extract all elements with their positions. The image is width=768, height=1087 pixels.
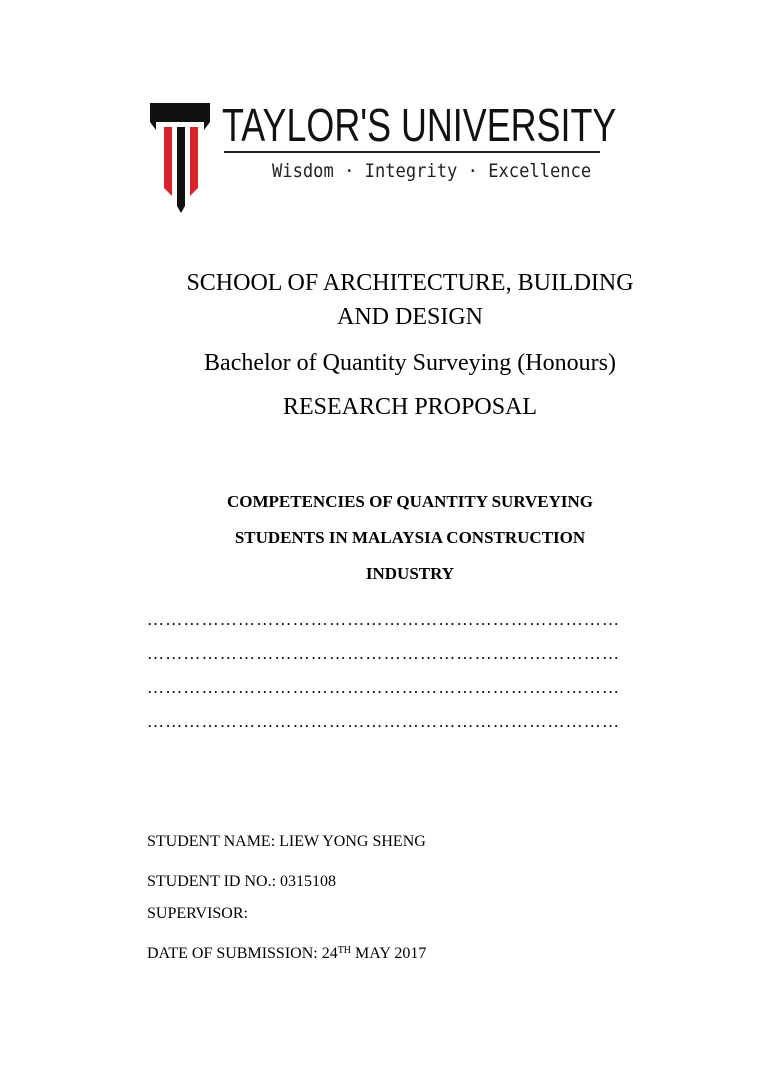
logo-divider (224, 151, 600, 153)
student-id: STUDENT ID NO.: 0315108 (147, 873, 337, 890)
supervisor: SUPERVISOR: (147, 905, 248, 922)
date-ordinal: TH (337, 945, 352, 956)
date-suffix: MAY 2017 (351, 945, 427, 962)
school-name: SCHOOL OF ARCHITECTURE, BUILDING AND DESIGN (186, 270, 634, 330)
document-type: RESEARCH PROPOSAL (282, 394, 538, 420)
dotted-line: …………………………………………………………………… (147, 712, 621, 731)
proposal-title (100, 484, 720, 592)
university-tagline: Wisdom · Integrity · Excellence (272, 160, 592, 182)
dotted-line: …………………………………………………………………… (147, 678, 621, 697)
dotted-line: …………………………………………………………………… (147, 610, 621, 629)
university-name-logo: TAYLOR'S UNIVERSITY (222, 99, 617, 151)
date-prefix: DATE OF SUBMISSION: 24 (147, 945, 338, 962)
title-line: INDUSTRY (365, 564, 455, 583)
student-name: STUDENT NAME: LIEW YONG SHENG (147, 833, 426, 850)
title-line: COMPETENCIES OF QUANTITY SURVEYING (226, 492, 594, 511)
dotted-line: …………………………………………………………………… (147, 644, 621, 663)
submission-date (147, 945, 426, 963)
degree-name: Bachelor of Quantity Surveying (Honours) (204, 350, 616, 376)
title-line: STUDENTS IN MALAYSIA CONSTRUCTION (234, 528, 586, 547)
university-logo-icon (148, 100, 212, 216)
